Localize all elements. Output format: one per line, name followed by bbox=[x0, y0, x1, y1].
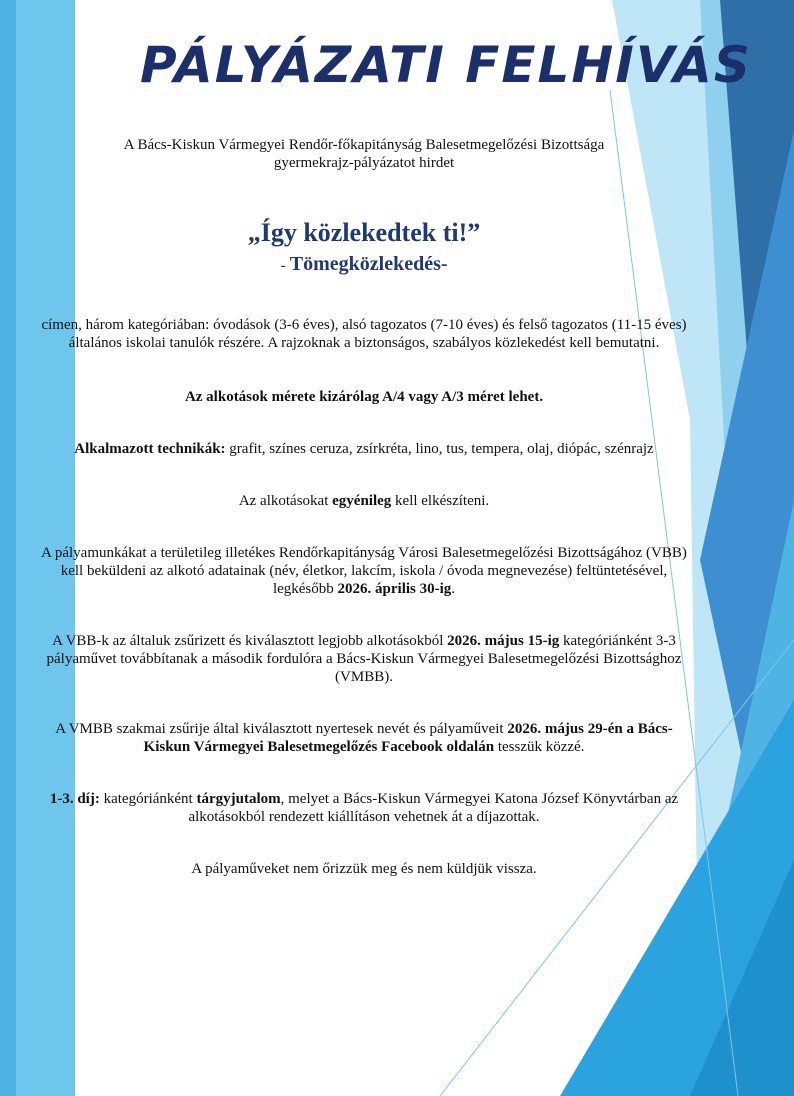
individual-bold: egyénileg bbox=[332, 493, 392, 509]
vbb-post: kategóriánként 3-3 pályaművet továbbítanak a második fordulóra a Bács-Kiskun Vármegyei Balesetmegelőzési Bizottsághoz (VMBB). bbox=[46, 633, 682, 685]
submission-end: . bbox=[451, 581, 456, 597]
techniques-paragraph bbox=[38, 440, 690, 458]
page-title: PÁLYÁZATI FELHÍVÁS bbox=[140, 36, 752, 94]
prize-post: , melyet a Bács-Kiskun Vármegyei Katona József Könyvtárban az alkotásokból rendezett kiállításon vehetnek át a díjazottak. bbox=[188, 791, 679, 825]
individual-paragraph bbox=[38, 492, 690, 510]
vmbb-pre: A VMBB szakmai zsűrije által kiválasztott nyertesek nevét és pályaműveit bbox=[55, 721, 508, 737]
vmbb-paragraph bbox=[38, 720, 690, 756]
prize-label: 1-3. díj: bbox=[49, 791, 100, 807]
left-blue-stripe-dark bbox=[0, 0, 16, 1096]
headline: „Így közlekedtek ti!” bbox=[247, 218, 481, 247]
submission-paragraph bbox=[38, 544, 690, 598]
prize-pre: kategóriánként bbox=[99, 791, 197, 807]
vbb-pre: A VBB-k az általuk zsűrizett és kiválasztott legjobb alkotásokból bbox=[52, 633, 448, 649]
subheadline-text: Tömegközlekedés- bbox=[289, 253, 448, 275]
submission-text: A pályamunkákat a területileg illetékes Rendőrkapitányság Városi Balesetmegelőzési Bizottságához (VBB) kell beküldeni az alkotó adatainak (név, életkor, lakcím, iskola / óvoda megnevezése) feltüntetésével, legkésőbb bbox=[41, 545, 687, 597]
techniques-text: grafit, színes ceruza, zsírkréta, lino, tus, tempera, olaj, diópác, szénrajz bbox=[225, 441, 654, 457]
submission-deadline: 2026. április 30-ig bbox=[337, 581, 452, 597]
intro-line-2: gyermekrajz-pályázatot hirdet bbox=[273, 155, 455, 171]
vmbb-bold: 2026. május 29-én a Bács-Kiskun Vármegyei Balesetmegelőzés Facebook oldalán bbox=[143, 721, 673, 755]
size-note bbox=[38, 388, 690, 406]
intro-line-1: A Bács-Kiskun Vármegyei Rendőr-főkapitányság Balesetmegelőzési Bizottsága bbox=[123, 137, 605, 153]
document-body bbox=[38, 136, 690, 878]
size-note-text: Az alkotások mérete kizárólag A/4 vagy A/3 méret lehet. bbox=[184, 389, 544, 405]
vbb-date: 2026. május 15-ig bbox=[447, 633, 560, 649]
individual-post: kell elkészíteni. bbox=[391, 493, 490, 509]
categories-paragraph: címen, három kategóriában: óvodások (3-6 éves), alsó tagozatos (7-10 éves) és felső tagozatos (11-15 éves) általános iskolai tanulók részére. A rajzoknak a biztonságos, szabályos közlekedést kell bemutatni. bbox=[41, 317, 687, 351]
vbb-paragraph bbox=[38, 632, 690, 686]
prize-paragraph bbox=[38, 790, 690, 826]
vmbb-post: tesszük közzé. bbox=[494, 739, 585, 755]
techniques-label: Alkalmazott technikák: bbox=[74, 441, 226, 457]
subheadline-dash: - bbox=[280, 257, 290, 274]
individual-pre: Az alkotásokat bbox=[238, 493, 333, 509]
intro-paragraph bbox=[38, 136, 690, 172]
subheadline bbox=[38, 252, 690, 278]
closing-paragraph: A pályaműveket nem őrizzük meg és nem küldjük vissza. bbox=[191, 861, 537, 877]
prize-bold: tárgyjutalom bbox=[196, 791, 281, 807]
